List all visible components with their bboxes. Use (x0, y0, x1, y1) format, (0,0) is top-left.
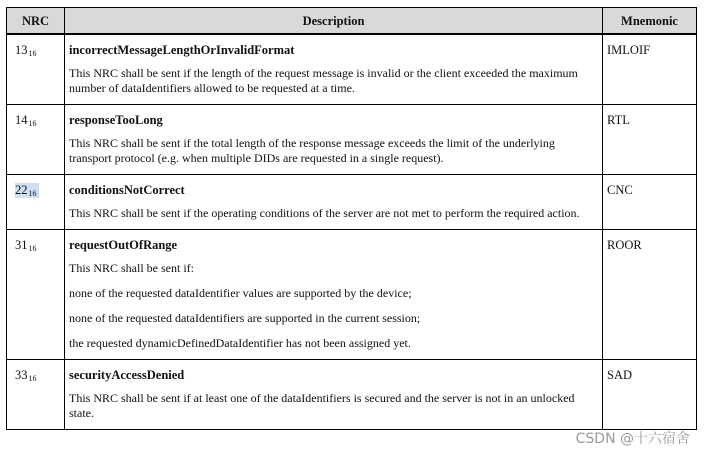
table-row (7, 360, 697, 430)
description-text: none of the requested dataIdentifier values are supported by the device; (69, 286, 412, 300)
nrc-cell (7, 175, 65, 230)
description-text: none of the requested dataIdentifiers are supported in the current session; (69, 311, 421, 325)
description-cell (65, 230, 603, 360)
description-text: This NRC shall be sent if at least one of the dataIdentifiers is secured and the server is not in an unlocked state. (69, 391, 575, 420)
nrc-table (6, 7, 697, 430)
table-header-row (7, 8, 697, 35)
nrc-cell (7, 34, 65, 105)
description-text: This NRC shall be sent if the operating conditions of the server are not met to perform the required action. (69, 206, 580, 220)
description-cell (65, 34, 603, 105)
nrc-code: $13_{16}$ (15, 43, 37, 58)
description-text: This NRC shall be sent if the total length of the response message exceeds the limit of the underlying transport protocol (e.g. when multiple DIDs are requested in a single request). (69, 136, 555, 165)
description-cell (65, 105, 603, 175)
nrc-cell (7, 230, 65, 360)
nrc-table-container (6, 7, 696, 430)
description-text: the requested dynamicDefinedDataIdentifier has not been assigned yet. (69, 336, 411, 350)
nrc-name: requestOutOfRange (69, 238, 178, 252)
table-row (7, 230, 697, 360)
nrc-code: $14_{16}$ (15, 113, 37, 128)
mnemonic-cell: SAD (603, 360, 697, 430)
nrc-name: incorrectMessageLengthOrInvalidFormat (69, 43, 295, 57)
description-cell (65, 360, 603, 430)
mnemonic-cell: IMLOIF (603, 34, 697, 105)
header-nrc: NRC (7, 8, 65, 35)
description-cell (65, 175, 603, 230)
header-mnemonic: Mnemonic (603, 8, 697, 35)
table-row (7, 105, 697, 175)
nrc-cell (7, 105, 65, 175)
mnemonic-cell: CNC (603, 175, 697, 230)
mnemonic-cell: RTL (603, 105, 697, 175)
nrc-code-selected: $22_{16}$ (15, 183, 37, 198)
nrc-name: conditionsNotCorrect (69, 183, 185, 197)
table-row (7, 34, 697, 105)
description-text: This NRC shall be sent if: (69, 261, 194, 275)
nrc-code: $33_{16}$ (15, 368, 37, 383)
nrc-cell (7, 360, 65, 430)
nrc-name: responseTooLong (69, 113, 163, 127)
table-row (7, 175, 697, 230)
header-description: Description (65, 8, 603, 35)
nrc-name: securityAccessDenied (69, 368, 185, 382)
nrc-code: $31_{16}$ (15, 238, 37, 253)
watermark: CSDN @十六宿舍 (575, 431, 690, 447)
description-text: This NRC shall be sent if the length of the request message is invalid or the client exceeded the maximum number of dataIdentifiers allowed to be requested at a time. (69, 66, 578, 95)
mnemonic-cell: ROOR (603, 230, 697, 360)
